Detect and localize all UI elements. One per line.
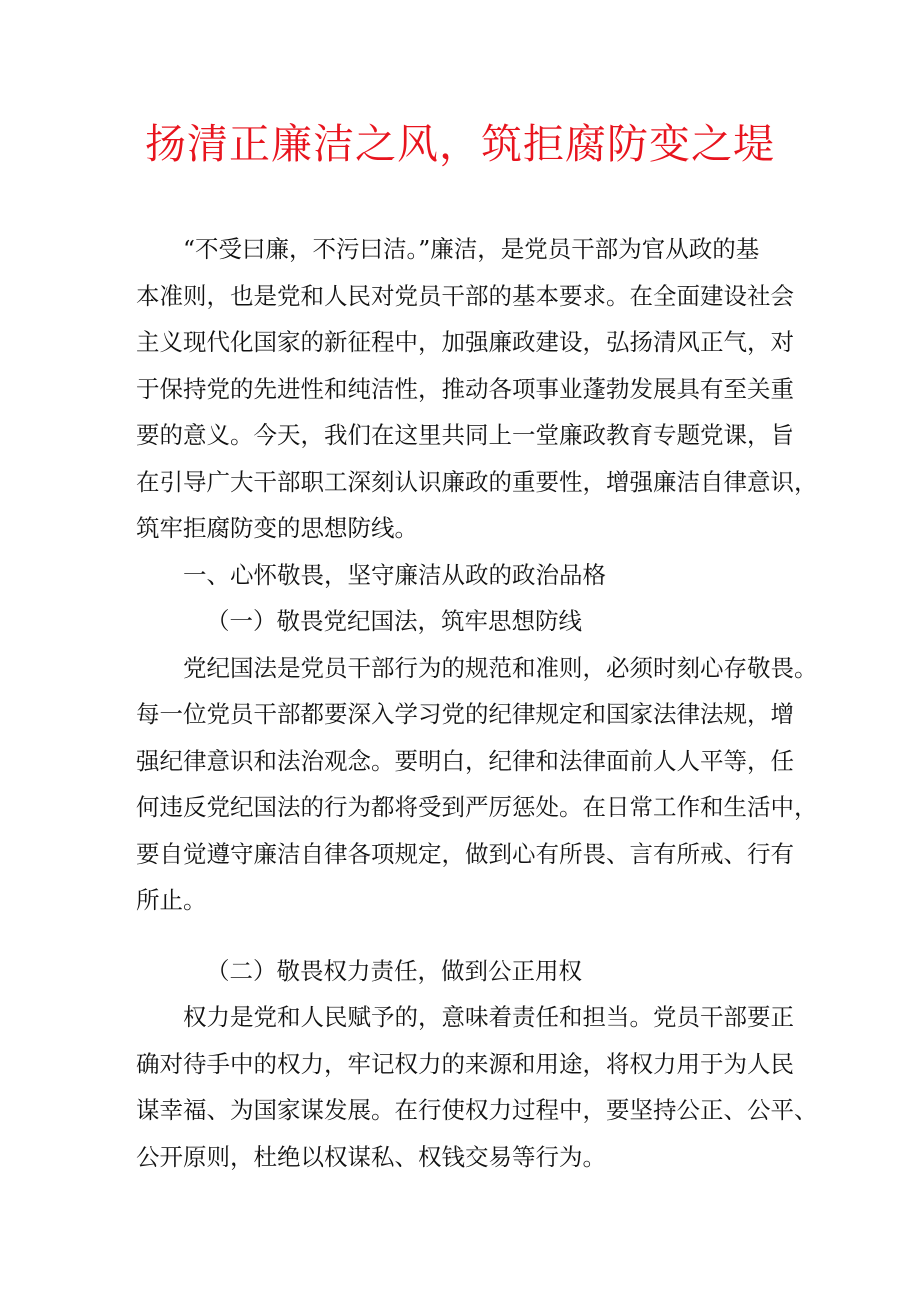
text-line: 公开原则，杜绝以权谋私、权钱交易等行为。 <box>136 1142 606 1171</box>
text-line: 确对待手中的权力，牢记权力的来源和用途，将权力用于为人民 <box>136 1049 794 1078</box>
text-line: 筑牢拒腐防变的思想防线。 <box>136 514 418 542</box>
text-line: 强纪律意识和法治观念。要明白，纪律和法律面前人人平等，任 <box>136 746 794 775</box>
paragraph-spacer <box>136 924 786 948</box>
text-line: 于保持党的先进性和纯洁性，推动各项事业蓬勃发展具有至关重 <box>136 374 794 403</box>
text-line: 要自觉遵守廉洁自律各项规定，做到心有所畏、言有所戒、行有 <box>136 839 794 868</box>
text-line: 谋幸福、为国家谋发展。在行使权力过程中，要坚持公正、公平、 <box>136 1096 818 1124</box>
paragraph-discipline <box>136 645 818 924</box>
text-line: 权力是党和人民赋予的，意味着责任和担当。党员干部要正 <box>183 1003 794 1031</box>
text-line: 何违反党纪国法的行为都将受到严厉惩处。在日常工作和生活中， <box>136 793 818 821</box>
text-line: 每一位党员干部都要深入学习党的纪律规定和国家法律法规，增 <box>136 700 794 728</box>
section-heading: 一、心怀敬畏，坚守廉洁从政的政治品格 <box>183 560 606 589</box>
text-line: 主义现代化国家的新征程中，加强廉政建设，弘扬清风正气，对 <box>136 328 794 356</box>
text-line: 要的意义。今天，我们在这里共同上一堂廉政教育专题党课，旨 <box>136 421 794 449</box>
paragraph-intro <box>136 226 818 552</box>
paragraph-power <box>136 994 818 1180</box>
text-line: 本准则，也是党和人民对党员干部的基本要求。在全面建设社会 <box>136 281 794 310</box>
text-line: 在引导广大干部职工深刻认识廉政的重要性，增强廉洁自律意识， <box>136 467 818 496</box>
document-title: 扬清正廉洁之风，筑拒腐防变之堤 <box>145 120 775 168</box>
text-line: “不受曰廉，不污曰洁。”廉洁，是党员干部为官从政的基 <box>183 235 760 263</box>
document-body <box>136 226 818 1180</box>
text-line: 党纪国法是党员干部行为的规范和准则，必须时刻心存敬畏。 <box>183 653 818 682</box>
subsection-heading: （一）敬畏党纪国法，筑牢思想防线 <box>206 607 582 635</box>
subsection-heading: （二）敬畏权力责任，做到公正用权 <box>206 956 582 985</box>
text-line: 所止。 <box>136 886 207 914</box>
